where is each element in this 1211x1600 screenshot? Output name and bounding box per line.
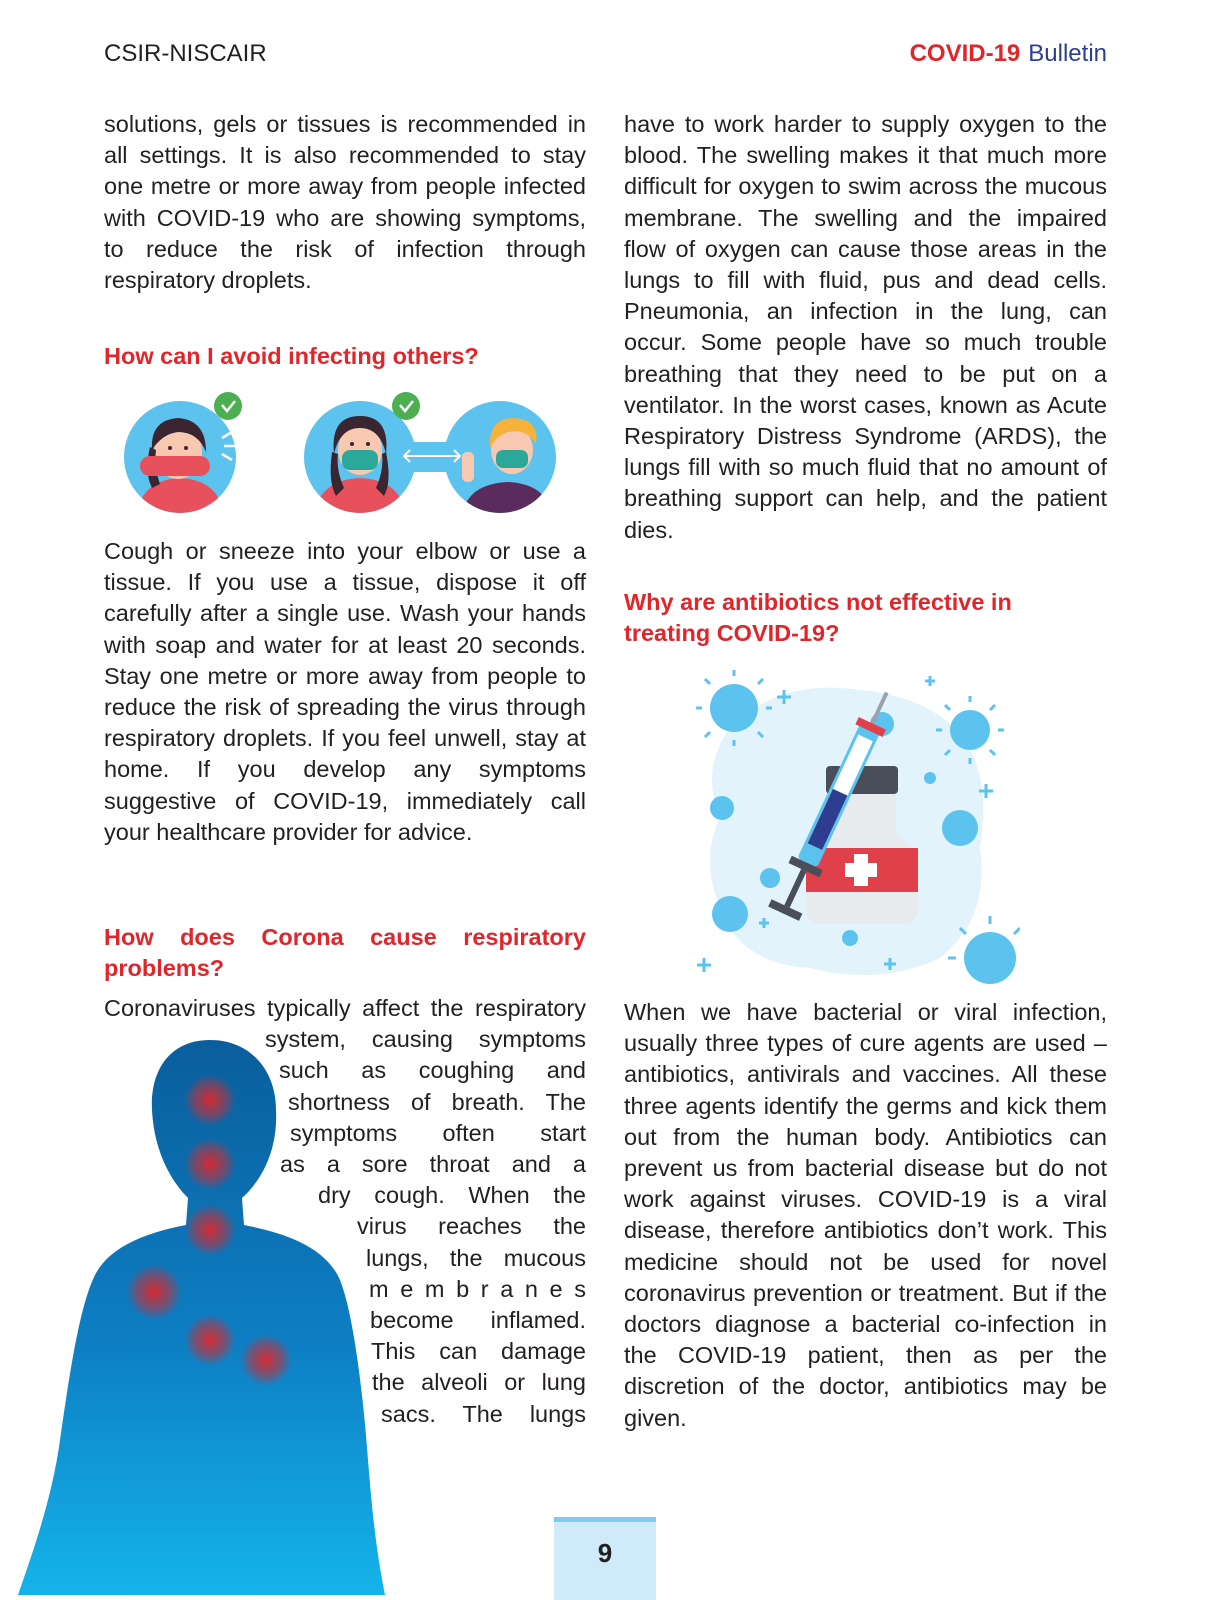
header-title-light: Bulletin [1028, 40, 1107, 67]
heading-antibiotics-line-1: Why are antibiotics not effective in [624, 589, 1012, 615]
heading-corona-respiratory [104, 922, 586, 984]
page-number: 9 [597, 1538, 613, 1568]
wrap-line: as a sore throat and a [280, 1151, 586, 1178]
left-intro-paragraph: solutions, gels or tissues is recommended in all settings. It is also recommended to stay one metre or more away from people infected with COVID-19 who are showing symptoms, to reduce the risk of infection through respiratory droplets. [104, 111, 586, 294]
wrap-line: dry cough. When the [318, 1182, 586, 1209]
left-paragraph-2-text: Cough or sneeze into your elbow or use a tissue. If you use a tissue, dispose it off carefully after a single use. Wash your hands with soap and water for at least 20 seconds. Stay one metre or more away from people to reduce the risk of spreading the virus through respiratory droplets. If you feel unwell, stay at home. If you develop any symptoms suggestive of COVID-19, immediately call your healthcare provider for advice. [104, 538, 586, 845]
header-publisher: CSIR-NISCAIR [104, 40, 267, 67]
wrap-line: virus reaches the [357, 1213, 586, 1240]
heading-avoid-infecting: How can I avoid infecting others? [104, 343, 479, 369]
heading-antibiotics-line-2: treating COVID-19? [624, 620, 840, 646]
wrap-line: symptoms often start [290, 1119, 586, 1146]
right-paragraph-2-text: When we have bacterial or viral infection, usually three types of cure agents are used – antibiotics, antivirals and vaccines. All these three agents identify the germs and kick them out from the human body. Antibiotics can prevent us from bacterial disease but do not work against viruses. COVID-19 is a viral disease, therefore antibiotics don’t work. This medicine should not be used for novel coronavirus prevention or treatment. But if the doctors diagnose a bacterial co-infection in the COVID-19 patient, then as per the discretion of the doctor, antibiotics may be given. [624, 999, 1107, 1431]
wrap-line: m e m b r a n e s [369, 1275, 586, 1302]
wrap-line: This can damage [371, 1338, 586, 1365]
wrap-line: the alveoli or lung [372, 1369, 586, 1396]
left-wrap-paragraph [104, 993, 586, 1430]
header-title-strong: COVID-19 [909, 40, 1021, 67]
wrap-line: Coronaviruses typically affect the respiratory [104, 995, 586, 1021]
right-paragraph-1-text: have to work harder to supply oxygen to the blood. The swelling makes it that much more difficult for oxygen to swim across the mucous membrane. The swelling and the impaired flow of oxygen can cause those areas in the lungs to fill with fluid, pus and dead cells. Pneumonia, an infection in the lung, can occur. Some people have so much trouble breathing that they need to be put on a ventilator. In the worst cases, known as Acute Respiratory Distress Syndrome (ARDS), the lungs fill with so much fluid that no amount of breathing support can help, and the patient dies. [624, 111, 1107, 543]
left-paragraph-2 [104, 536, 586, 848]
heading-antibiotics [624, 587, 1107, 649]
wrap-line: such as coughing and [279, 1057, 586, 1084]
heading-corona-line-1: How does Corona cause respiratory [104, 924, 586, 950]
wrap-line: system, causing symptoms [265, 1026, 586, 1053]
right-paragraph-2 [624, 997, 1107, 1434]
right-paragraph-1 [624, 109, 1107, 546]
wrap-line: become inflamed. [370, 1307, 586, 1334]
wrap-line: sacs. The lungs [381, 1400, 586, 1427]
mask-distancing-icon [302, 392, 558, 517]
wrap-line: lungs, the mucous [366, 1244, 586, 1271]
cough-into-elbow-icon [122, 392, 250, 517]
heading-corona-line-2: problems? [104, 955, 225, 981]
left-intro [104, 109, 586, 296]
header-title [910, 40, 1107, 68]
vaccine-syringe-virus-icon [690, 668, 1020, 996]
wrap-line: shortness of breath. The [288, 1088, 586, 1115]
